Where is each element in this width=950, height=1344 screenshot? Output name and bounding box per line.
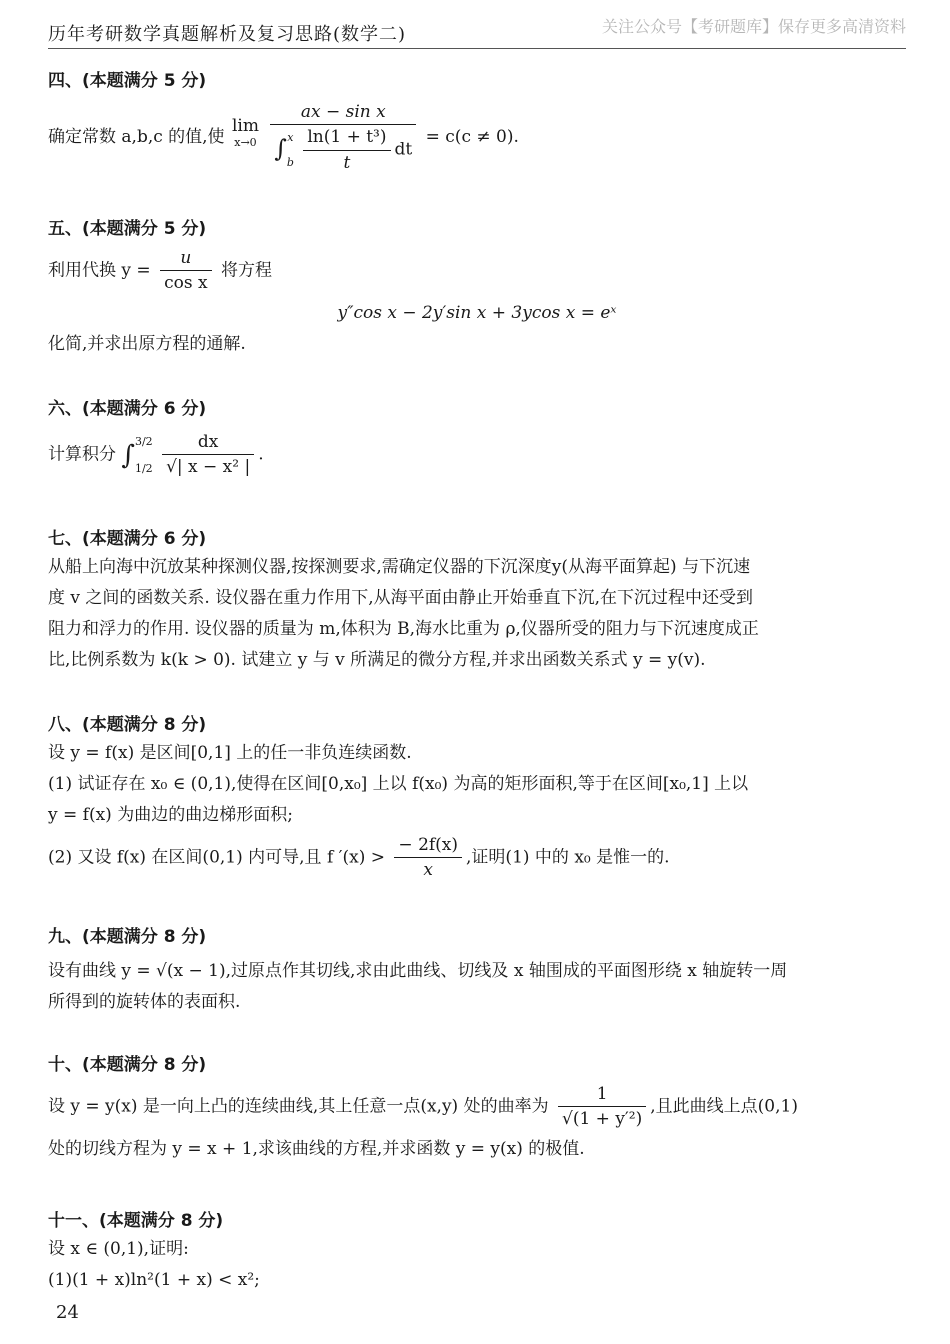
paragraph-line: y = f(x) 为曲边的曲边梯形面积; (48, 805, 293, 825)
paragraph-line: (1)(1 + x)ln²(1 + x) < x²; (48, 1270, 260, 1290)
lim-label: lim (231, 115, 259, 136)
denominator: x (423, 860, 434, 881)
numerator: − 2f(x) (394, 835, 462, 858)
question-body (48, 102, 906, 173)
question-heading: 四、(本题满分 5 分) (48, 71, 207, 91)
paragraph-line: 所得到的旋转体的表面积. (48, 992, 241, 1012)
inner-denominator: t (343, 152, 351, 173)
integral-sign: ∫ (274, 134, 287, 163)
curvature-pre: 设 y = y(x) 是一向上凸的连续曲线,其上任意一点(x,y) 处的曲率为 (48, 1096, 549, 1117)
substitution-fraction (160, 248, 211, 294)
integrand (162, 432, 254, 478)
paragraph-line: (1) 试证存在 x₀ ∈ (0,1),使得在区间[0,x₀] 上以 f(x₀) 为高的矩形面积,等于在区间[x₀,1] 上以 (48, 774, 749, 794)
watermark-text: 关注公众号【考研题库】保存更多高清资料 (601, 17, 906, 36)
condition-fraction (394, 835, 462, 881)
substitution-line (48, 248, 906, 294)
page-header (48, 14, 906, 49)
paragraph-line: 从船上向海中沉放某种探测仪器,按探测要求,需确定仪器的下沉深度y(从海平面算起) 与下沉速 (48, 557, 751, 577)
question-tail: 化简,并求出原方程的通解. (48, 333, 246, 354)
paragraph-line: 处的切线方程为 y = x + 1,求该曲线的方程,并求函数 y = y(x) 的极值. (48, 1138, 585, 1159)
integral-lower: 1/2 (134, 461, 153, 475)
denominator (270, 125, 416, 173)
condition-pre: (2) 又设 f(x) 在区间(0,1) 内可导,且 f ′(x) > (48, 847, 386, 868)
numerator: 1 (558, 1084, 646, 1107)
substitution-pre: 利用代换 y = (48, 260, 151, 281)
paragraph-line: 设 y = f(x) 是区间[0,1] 上的任一非负连续函数. (48, 743, 412, 763)
question-10 (48, 1052, 906, 1165)
inner-fraction (303, 127, 390, 173)
question-11 (48, 1208, 906, 1296)
denominator: √(1 + y′²) (562, 1109, 643, 1130)
question-6 (48, 396, 906, 478)
question-heading: 九、(本题满分 8 分) (48, 927, 207, 947)
paragraph-line: 比,比例系数为 k(k > 0). 试建立 y 与 v 所满足的微分方程,并求出函数关系式 y = y(v). (48, 650, 706, 670)
lim-subscript: x→0 (234, 136, 257, 150)
question-heading: 五、(本题满分 5 分) (48, 219, 207, 239)
question-4 (48, 68, 906, 173)
numerator: dx (162, 432, 254, 455)
integral-sign: ∫ (121, 440, 135, 471)
limit (232, 116, 259, 150)
paragraph-line: 设有曲线 y = √(x − 1),过原点作其切线,求由此曲线、切线及 x 轴围成的平面图形绕 x 轴旋转一周 (48, 961, 788, 981)
integral-upper: 3/2 (134, 434, 153, 448)
paragraph-line: 设 x ∈ (0,1),证明: (48, 1239, 189, 1259)
question-heading: 六、(本题满分 6 分) (48, 399, 207, 419)
question-7 (48, 526, 906, 676)
question-heading: 七、(本题满分 6 分) (48, 529, 207, 549)
curvature-post: ,且此曲线上点(0,1) (650, 1096, 798, 1117)
integral-pre: 计算积分 (48, 444, 116, 465)
question-heading: 十一、(本题满分 8 分) (48, 1211, 224, 1231)
paragraph-line: 阻力和浮力的作用. 设仪器的质量为 m,体积为 B,海水比重为 ρ,仪器所受的阻力与下沉速度成正 (48, 619, 759, 639)
integral-line (48, 432, 906, 478)
page-number: 24 (56, 1302, 79, 1323)
denominator: √| x − x² | (166, 457, 251, 478)
inner-numerator: ln(1 + t³) (303, 127, 390, 150)
intro-text: 确定常数 a,b,c 的值,使 (48, 127, 225, 148)
integral-lower: b (286, 156, 294, 170)
curvature-fraction (558, 1084, 646, 1130)
question-5 (48, 216, 906, 360)
equation: y″cos x − 2y′sin x + 3ycos x = eˣ (337, 302, 617, 323)
dt-label: dt (394, 139, 413, 160)
question-8 (48, 712, 906, 881)
result-text: = c(c ≠ 0). (425, 127, 519, 148)
question-9 (48, 924, 906, 1018)
paragraph-line (48, 1084, 906, 1130)
integral-bounds (287, 132, 294, 168)
main-fraction (270, 102, 416, 173)
numerator: ax − sin x (270, 102, 416, 125)
integral-bounds (135, 436, 153, 474)
numerator: u (160, 248, 211, 271)
period: . (258, 444, 264, 465)
paragraph-line: 度 v 之间的函数关系. 设仪器在重力作用下,从海平面由静止开始垂直下沉,在下沉过程中还受到 (48, 588, 754, 608)
denominator: cos x (164, 273, 208, 294)
question-heading: 十、(本题满分 8 分) (48, 1055, 207, 1075)
substitution-post: 将方程 (220, 260, 272, 281)
question-heading: 八、(本题满分 8 分) (48, 715, 207, 735)
book-title: 历年考研数学真题解析及复习思路(数学二) (48, 24, 407, 45)
paragraph-line (48, 835, 906, 881)
condition-post: ,证明(1) 中的 x₀ 是惟一的. (466, 847, 670, 868)
integral-upper: x (287, 131, 294, 145)
